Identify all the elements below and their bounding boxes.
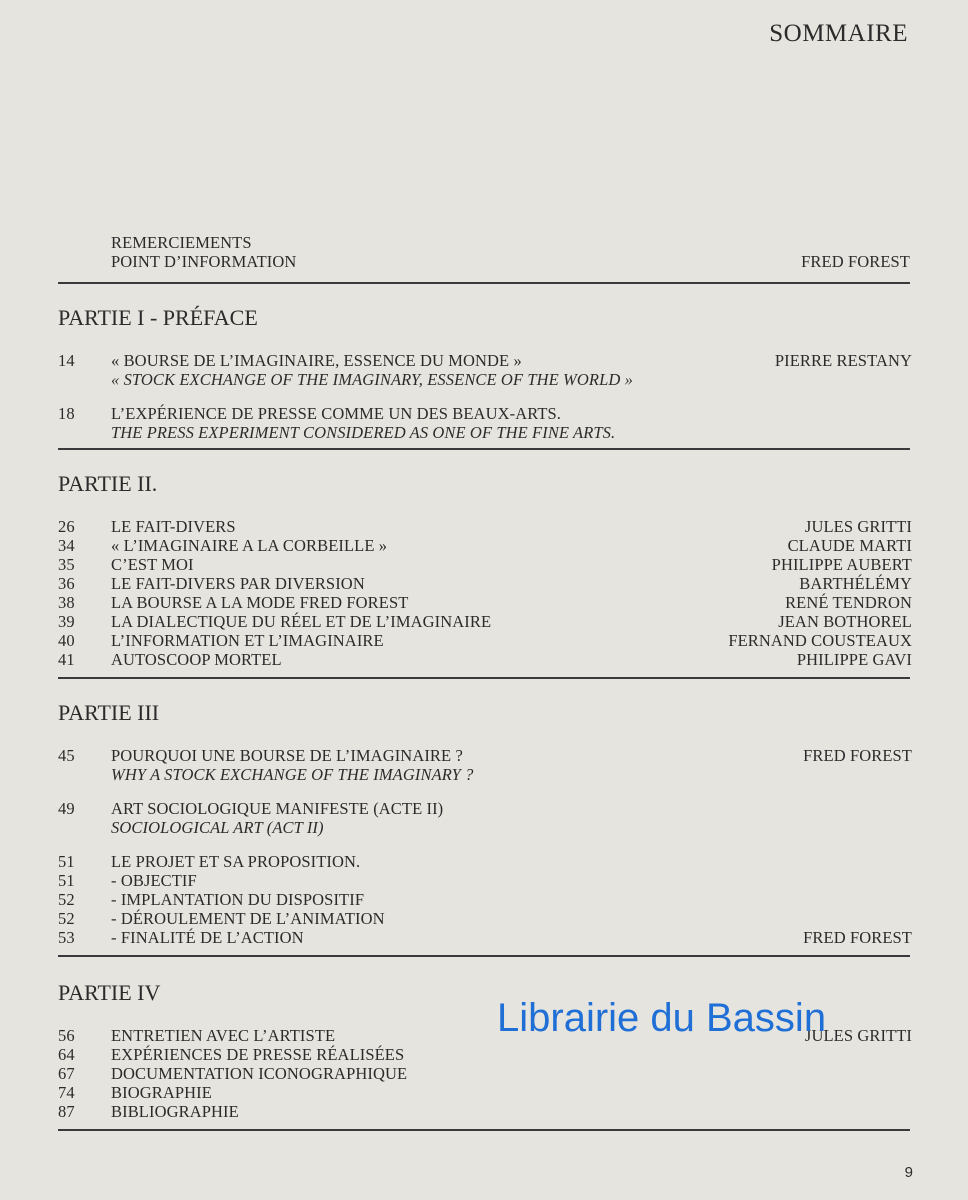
divider: [58, 1129, 910, 1131]
entry-title: - OBJECTIF: [111, 871, 197, 890]
page-number-ref: 49: [58, 799, 75, 818]
divider: [58, 448, 910, 450]
toc-entry[interactable]: [58, 650, 912, 669]
section-heading: PARTIE III: [58, 700, 160, 725]
page-number-ref: 35: [58, 555, 75, 574]
page-number-ref: 14: [58, 351, 75, 370]
entry-title: « BOURSE DE L’IMAGINAIRE, ESSENCE DU MONDE »: [111, 351, 522, 370]
entry-title: L’INFORMATION ET L’IMAGINAIRE: [111, 631, 384, 650]
entry-title: ENTRETIEN AVEC L’ARTISTE: [111, 1026, 336, 1045]
entry-title: L’EXPÉRIENCE DE PRESSE COMME UN DES BEAUX-ARTS.: [111, 404, 562, 423]
entry-title: AUTOSCOOP MORTEL: [111, 650, 282, 669]
section-partie-1: [58, 305, 912, 442]
entry-title: « L’IMAGINAIRE A LA CORBEILLE »: [111, 536, 388, 555]
entry-title: BIOGRAPHIE: [111, 1083, 212, 1102]
toc-entry[interactable]: [58, 574, 912, 593]
toc-entry[interactable]: [58, 612, 912, 631]
toc-entry-subtitle: [58, 423, 912, 442]
page-number-ref: 74: [58, 1083, 75, 1102]
toc-entry-subtitle: [58, 765, 912, 784]
page-number-ref: 51: [58, 871, 75, 890]
toc-entry[interactable]: [58, 631, 912, 650]
entry-title: ART SOCIOLOGIQUE MANIFESTE (ACTE II): [111, 799, 444, 818]
entry-subtitle: « STOCK EXCHANGE OF THE IMAGINARY, ESSENCE OF THE WORLD »: [111, 370, 633, 389]
entry-title: POURQUOI UNE BOURSE DE L’IMAGINAIRE ?: [111, 746, 463, 765]
toc-entry[interactable]: [58, 1064, 912, 1083]
entry-author: PHILIPPE AUBERT: [771, 555, 912, 574]
intro-line-acknowledgements: REMERCIEMENTS: [111, 233, 252, 252]
toc-entry[interactable]: [58, 890, 912, 909]
page-number: 9: [904, 1164, 913, 1181]
divider: [58, 955, 910, 957]
page-title: SOMMAIRE: [769, 20, 908, 47]
intro-line: [58, 252, 910, 271]
entry-author: PHILIPPE GAVI: [796, 650, 912, 669]
toc-entry[interactable]: [58, 351, 912, 370]
entry-title: - FINALITÉ DE L’ACTION: [111, 928, 304, 947]
entry-title: DOCUMENTATION ICONOGRAPHIQUE: [111, 1064, 408, 1083]
toc-entry[interactable]: [58, 404, 912, 423]
page-number-ref: 26: [58, 517, 75, 536]
toc-entry[interactable]: [58, 928, 912, 947]
page-number-ref: 40: [58, 631, 75, 650]
page-number-ref: 51: [58, 852, 75, 871]
page-number-ref: 64: [58, 1045, 75, 1064]
intro-line-information: POINT D’INFORMATION: [111, 252, 297, 271]
page-number-ref: 41: [58, 650, 75, 669]
entry-author: FRED FOREST: [803, 928, 912, 947]
divider: [58, 282, 910, 284]
entry-author: FRED FOREST: [803, 746, 912, 765]
page-number-ref: 36: [58, 574, 75, 593]
page-number-ref: 38: [58, 593, 75, 612]
toc-entry-subtitle: [58, 370, 912, 389]
toc-entry[interactable]: [58, 593, 912, 612]
page-number-ref: 18: [58, 404, 75, 423]
toc-entry[interactable]: [58, 746, 912, 765]
toc-entry[interactable]: [58, 536, 912, 555]
entry-subtitle: SOCIOLOGICAL ART (ACT II): [111, 818, 324, 837]
section-heading: PARTIE I - PRÉFACE: [58, 305, 258, 330]
section-heading: PARTIE II.: [58, 471, 158, 496]
entry-title: LE FAIT-DIVERS PAR DIVERSION: [111, 574, 365, 593]
toc-entry[interactable]: [58, 1083, 912, 1102]
section-partie-2: [58, 471, 912, 669]
entry-subtitle: THE PRESS EXPERIMENT CONSIDERED AS ONE OF THE FINE ARTS.: [111, 423, 616, 442]
section-heading: PARTIE IV: [58, 980, 161, 1005]
entry-title: C’EST MOI: [111, 555, 194, 574]
toc-entry[interactable]: [58, 909, 912, 928]
entry-title: LA DIALECTIQUE DU RÉEL ET DE L’IMAGINAIRE: [111, 612, 492, 631]
divider: [58, 677, 910, 679]
entry-title: LA BOURSE A LA MODE FRED FOREST: [111, 593, 409, 612]
toc-entry[interactable]: [58, 517, 912, 536]
page-number-ref: 67: [58, 1064, 75, 1083]
entry-author: JEAN BOTHOREL: [778, 612, 912, 631]
page-number-ref: 52: [58, 909, 75, 928]
watermark: Librairie du Bassin: [497, 996, 827, 1040]
page-number-ref: 45: [58, 746, 75, 765]
entry-subtitle: WHY A STOCK EXCHANGE OF THE IMAGINARY ?: [111, 765, 474, 784]
toc-entry[interactable]: [58, 871, 912, 890]
toc-entry[interactable]: [58, 1102, 912, 1121]
intro-block: [58, 233, 910, 271]
toc-entry-subtitle: [58, 818, 912, 837]
entry-title: LE PROJET ET SA PROPOSITION.: [111, 852, 361, 871]
entry-author: FERNAND COUSTEAUX: [728, 631, 912, 650]
entry-title: - IMPLANTATION DU DISPOSITIF: [111, 890, 365, 909]
entry-author: JULES GRITTI: [804, 1026, 912, 1045]
entry-title: - DÉROULEMENT DE L’ANIMATION: [111, 909, 385, 928]
intro-author: FRED FOREST: [801, 252, 910, 271]
entry-author: PIERRE RESTANY: [774, 351, 912, 370]
toc-entry[interactable]: [58, 799, 912, 818]
entry-author: RENÉ TENDRON: [785, 593, 912, 612]
entry-title: EXPÉRIENCES DE PRESSE RÉALISÉES: [111, 1045, 405, 1064]
page-number-ref: 52: [58, 890, 75, 909]
entry-author: JULES GRITTI: [804, 517, 912, 536]
intro-line: [58, 233, 910, 252]
entry-author: CLAUDE MARTI: [787, 536, 912, 555]
page-number-ref: 56: [58, 1026, 75, 1045]
page-number-ref: 53: [58, 928, 75, 947]
toc-entry[interactable]: [58, 555, 912, 574]
toc-entry[interactable]: [58, 1045, 912, 1064]
page-number-ref: 34: [58, 536, 75, 555]
section-partie-3: [58, 700, 912, 947]
entry-title: LE FAIT-DIVERS: [111, 517, 236, 536]
page-number-ref: 87: [58, 1102, 75, 1121]
toc-entry[interactable]: [58, 852, 912, 871]
entry-title: BIBLIOGRAPHIE: [111, 1102, 239, 1121]
page-number-ref: 39: [58, 612, 75, 631]
entry-author: BARTHÉLÉMY: [799, 574, 912, 593]
